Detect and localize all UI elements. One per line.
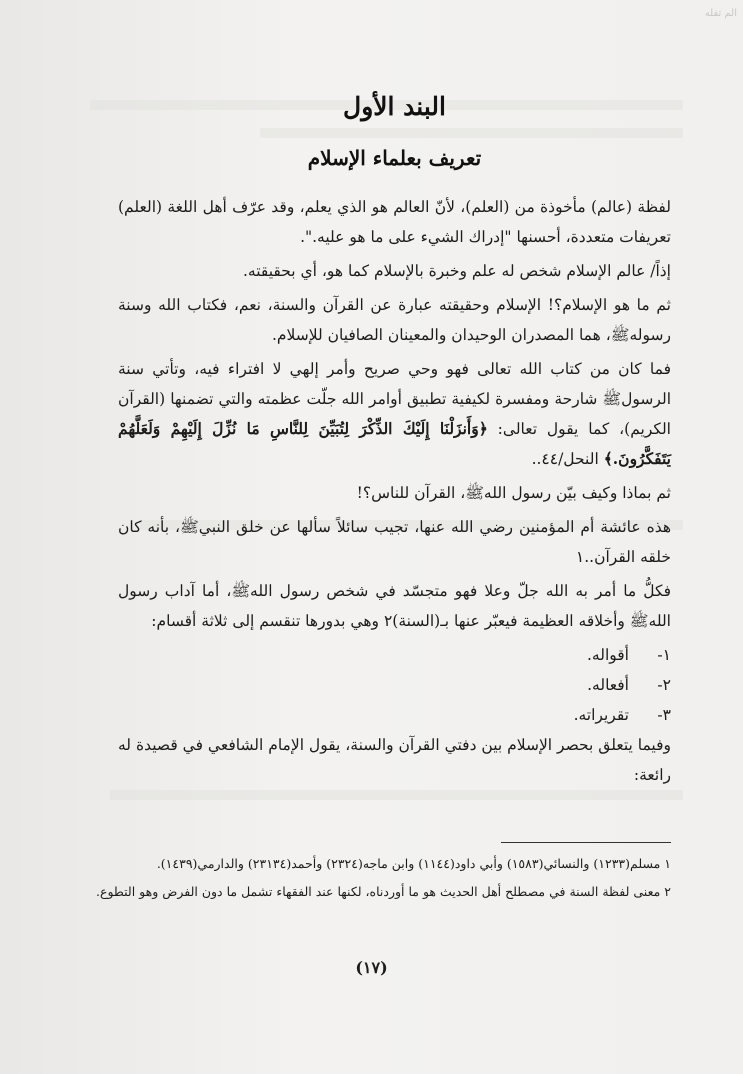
paragraph: ثم بماذا وكيف بيّن رسول اللهﷺ، القرآن للناس؟! — [356, 484, 671, 502]
footnote-divider — [501, 842, 671, 843]
main-text — [118, 92, 671, 794]
paragraph: هذه عائشة أم المؤمنين رضي الله عنها، تجيب سائلاً سألها عن خلق النبيﷺ، بأنه كان خلقه القرآن..١ — [118, 518, 671, 566]
section-subheading: تعريف بعلماء الإسلام — [307, 146, 482, 170]
paragraph: فكلُّ ما أمر به الله جلّ وعلا فهو متجسّد في شخص رسول اللهﷺ، أما آداب رسول اللهﷺ وأخلاقه العظيمة فيعبّر عنها بـ(السنة)٢ وهي بدورها تنقسم إلى ثلاثة أقسام: — [118, 582, 671, 630]
paragraph: إذاً/ عالم الإسلام شخص له علم وخبرة بالإسلام كما هو، أي بحقيقته. — [242, 262, 671, 280]
paragraph: لفظة (عالم) مأخوذة من (العلم)، لأنّ العالم هو الذي يعلم، وقد عرّف أهل اللغة (العلم) تعريفات متعددة، أحسنها "إدراك الشيء على ما هو عليه.". — [118, 198, 671, 246]
list-number: ٢- — [657, 676, 671, 694]
list-text: أقواله. — [587, 646, 629, 664]
closing-paragraph: وفيما يتعلق بحصر الإسلام بين دفتي القرآن والسنة، يقول الإمام الشافعي في قصيدة له رائعة: — [118, 736, 671, 784]
list-number: ٣- — [657, 706, 671, 724]
list-text: تقريراته. — [573, 706, 629, 724]
list-item — [118, 640, 671, 670]
list-number: ١- — [657, 646, 671, 664]
quran-verse: ﴿وَأَنزَلْنَا إِلَيْكَ الذِّكْرَ لِتُبَيِّنَ لِلنَّاسِ مَا نُزِّلَ إِلَيْهِمْ وَلَعَلَّهُمْ يَتَفَكَّرُونَ.﴾ — [118, 419, 671, 468]
page-heading: البند الأول — [343, 92, 446, 121]
corner-mark: الم تفله — [704, 8, 737, 19]
sunnah-types-list — [118, 640, 671, 730]
footnotes — [80, 842, 671, 909]
footnote: ٢ معنى لفظة السنة في مصطلح أهل الحديث هو ما أوردناه، لكنها عند الفقهاء تشمل ما دون الفرض وهو التطوع. — [96, 884, 671, 899]
list-item — [118, 670, 671, 700]
list-item — [118, 700, 671, 730]
footnote: ١ مسلم(١٢٣٣) والنسائي(١٥٨٣) وأبي داود(١١٤٤) وابن ماجه(٢٣٢٤) وأحمد(٢٣١٣٤) والدارمي(١٤٣٩). — [156, 856, 671, 871]
paragraph-with-verse — [118, 354, 671, 474]
verse-reference: النحل/٤٤.. — [531, 450, 599, 468]
paragraph-text: فما كان من كتاب الله تعالى فهو وحي صريح وأمر إلهي لا افتراء فيه، وتأتي سنة الرسولﷺ شارحة ومفسرة لكيفية تطبيق أوامر الله جلّت عظمته والتي تضمنها (القرآن الكريم)، كما يقول تعالى: — [118, 360, 671, 438]
list-text: أفعاله. — [587, 676, 629, 694]
paragraph: ثم ما هو الإسلام؟! الإسلام وحقيقته عبارة عن القرآن والسنة، نعم، فكتاب الله وسنة رسولهﷺ، هما المصدران الوحيدان والمعينان الصافيان للإسلام. — [118, 296, 671, 344]
page-number: (١٧) — [355, 958, 388, 977]
